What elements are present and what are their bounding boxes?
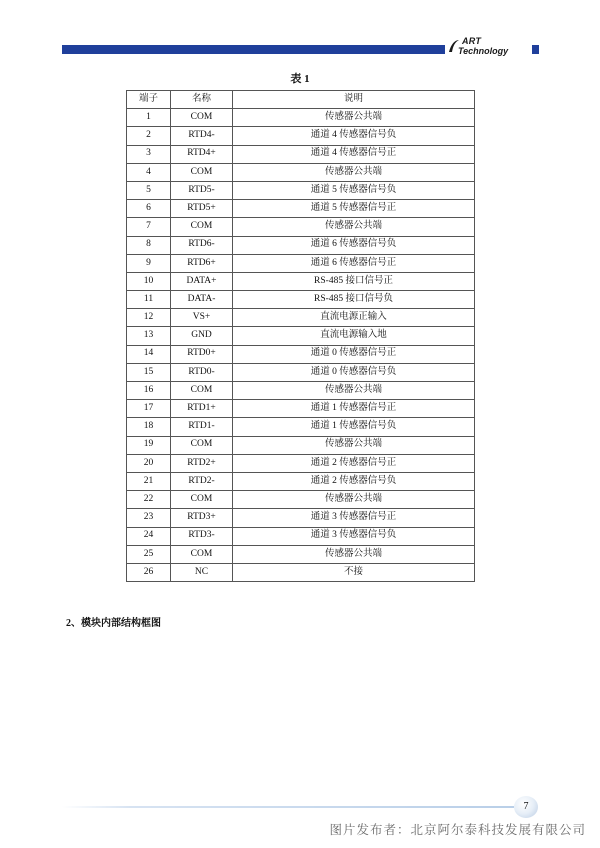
cell-name: DATA- [171,291,233,309]
table-row [127,472,475,490]
cell-terminal: 7 [127,218,171,236]
column-header-name: 名称 [171,91,233,109]
cell-terminal: 26 [127,563,171,581]
cell-name: COM [171,382,233,400]
logo-text-technology: Technology [458,46,509,56]
cell-description: 通道 1 传感器信号负 [233,418,475,436]
cell-name: RTD2+ [171,454,233,472]
table-row [127,327,475,345]
cell-description: 通道 2 传感器信号负 [233,472,475,490]
cell-terminal: 8 [127,236,171,254]
cell-description: 直流电源正输入 [233,309,475,327]
cell-terminal: 2 [127,127,171,145]
cell-terminal: 9 [127,254,171,272]
cell-name: COM [171,436,233,454]
art-technology-logo [448,36,530,58]
cell-terminal: 3 [127,145,171,163]
cell-description: 通道 2 传感器信号正 [233,454,475,472]
cell-terminal: 11 [127,291,171,309]
cell-description: 通道 3 传感器信号负 [233,527,475,545]
table-row [127,109,475,127]
cell-terminal: 20 [127,454,171,472]
cell-name: RTD1+ [171,400,233,418]
table-row [127,563,475,581]
cell-description: 传感器公共端 [233,545,475,563]
cell-name: RTD0- [171,363,233,381]
table-row [127,491,475,509]
cell-name: COM [171,545,233,563]
cell-terminal: 25 [127,545,171,563]
table-row [127,400,475,418]
cell-name: COM [171,218,233,236]
cell-name: GND [171,327,233,345]
cell-terminal: 18 [127,418,171,436]
cell-terminal: 13 [127,327,171,345]
cell-name: RTD6- [171,236,233,254]
page-number: 7 [514,796,538,818]
table-row [127,145,475,163]
table-row [127,236,475,254]
table-row [127,345,475,363]
cell-name: RTD0+ [171,345,233,363]
cell-name: NC [171,563,233,581]
table-row [127,509,475,527]
cell-name: DATA+ [171,272,233,290]
cell-description: 通道 0 传感器信号负 [233,363,475,381]
cell-description: 通道 0 传感器信号正 [233,345,475,363]
cell-name: RTD2- [171,472,233,490]
table-row [127,181,475,199]
footer-line [62,806,514,808]
cell-description: 直流电源输入地 [233,327,475,345]
cell-description: 传感器公共端 [233,163,475,181]
table-row [127,291,475,309]
table-row [127,545,475,563]
cell-name: RTD4- [171,127,233,145]
cell-name: RTD1- [171,418,233,436]
table-header-row [127,91,475,109]
cell-description: 传感器公共端 [233,218,475,236]
cell-name: RTD6+ [171,254,233,272]
header-bar-accent [532,45,539,54]
terminal-table [126,90,475,582]
cell-description: 传感器公共端 [233,436,475,454]
logo-text-art: ART [462,36,482,46]
column-header-description: 说明 [233,91,475,109]
cell-terminal: 24 [127,527,171,545]
cell-description: 传感器公共端 [233,109,475,127]
cell-description: RS-485 接口信号正 [233,272,475,290]
cell-terminal: 10 [127,272,171,290]
cell-terminal: 6 [127,200,171,218]
cell-name: COM [171,491,233,509]
cell-terminal: 15 [127,363,171,381]
cell-name: RTD4+ [171,145,233,163]
table-row [127,527,475,545]
cell-name: COM [171,163,233,181]
cell-terminal: 19 [127,436,171,454]
table-row [127,363,475,381]
cell-terminal: 22 [127,491,171,509]
header-bar [62,45,445,54]
cell-description: 通道 3 传感器信号正 [233,509,475,527]
table-body [127,109,475,582]
cell-terminal: 16 [127,382,171,400]
cell-name: RTD5- [171,181,233,199]
cell-terminal: 21 [127,472,171,490]
cell-terminal: 4 [127,163,171,181]
table-row [127,200,475,218]
cell-description: 通道 4 传感器信号负 [233,127,475,145]
cell-description: 通道 4 传感器信号正 [233,145,475,163]
cell-terminal: 1 [127,109,171,127]
cell-terminal: 17 [127,400,171,418]
table-row [127,436,475,454]
table-row [127,127,475,145]
cell-description: 不接 [233,563,475,581]
table-row [127,272,475,290]
table-row [127,254,475,272]
cell-description: 通道 5 传感器信号负 [233,181,475,199]
cell-description: 通道 5 传感器信号正 [233,200,475,218]
table-row [127,418,475,436]
table-row [127,454,475,472]
cell-description: 传感器公共端 [233,382,475,400]
cell-terminal: 23 [127,509,171,527]
column-header-terminal: 端子 [127,91,171,109]
cell-description: 通道 1 传感器信号正 [233,400,475,418]
cell-terminal: 12 [127,309,171,327]
cell-terminal: 14 [127,345,171,363]
cell-name: RTD5+ [171,200,233,218]
cell-description: RS-485 接口信号负 [233,291,475,309]
cell-name: RTD3+ [171,509,233,527]
cell-name: VS+ [171,309,233,327]
cell-name: RTD3- [171,527,233,545]
publisher-watermark: 图片发布者：北京阿尔泰科技发展有限公司 [329,822,586,837]
cell-description: 通道 6 传感器信号正 [233,254,475,272]
cell-terminal: 5 [127,181,171,199]
section-heading: 2、模块内部结构框图 [66,618,161,629]
table-row [127,309,475,327]
table-row [127,218,475,236]
cell-name: COM [171,109,233,127]
table-row [127,163,475,181]
cell-description: 传感器公共端 [233,491,475,509]
table-row [127,382,475,400]
cell-description: 通道 6 传感器信号负 [233,236,475,254]
table-title: 表 1 [290,73,310,85]
